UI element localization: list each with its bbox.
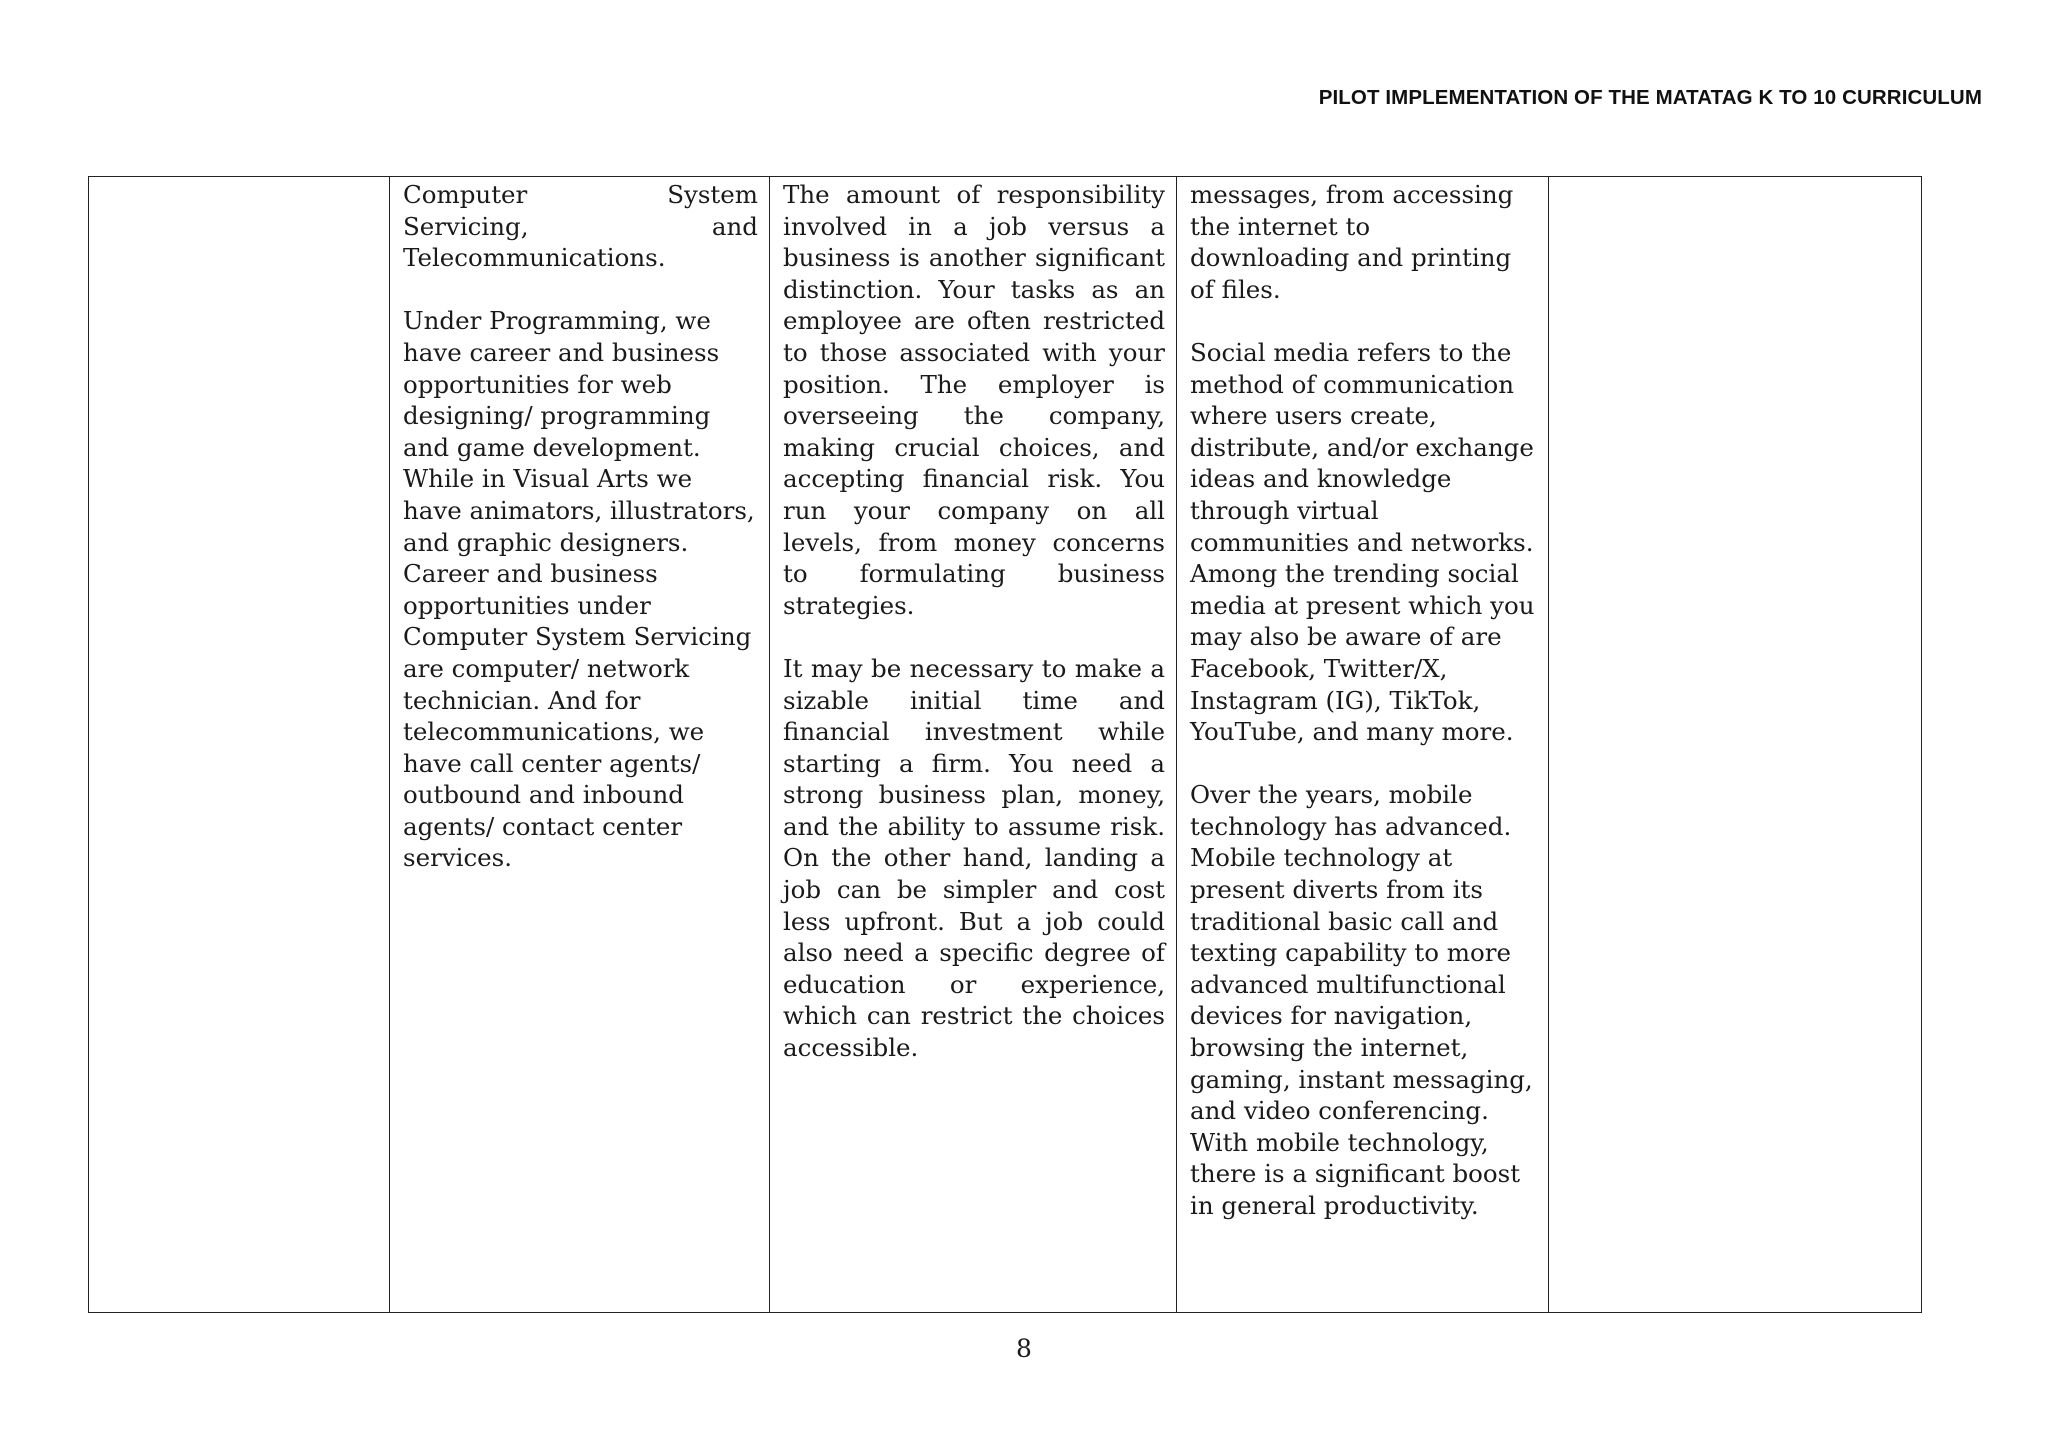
cell-paragraph: Over the years, mobile technology has advanced. Mobile technology at present diverts from its traditional basic call and texting capability to more advanced multifunctional devices for navigation, browsing the internet, gaming, instant messaging, and video conferencing. With mobile technology, there is a significant boost in general productivity. — [1190, 780, 1533, 1220]
table-cell-col5 — [1549, 177, 1922, 1313]
table-cell-col4 — [1177, 177, 1549, 1313]
cell-paragraph: Social media refers to the method of communication where users create, distribute, and/or exchange ideas and knowledge through virtual communities and networks. Among the trending social media at present which you may also be aware of are Facebook, Twitter/X, Instagram (IG), TikTok, YouTube, and many more. — [1190, 337, 1535, 747]
table-row — [89, 177, 1922, 1313]
table-cell-col2 — [390, 177, 770, 1313]
cell-paragraph: It may be necessary to make a sizable initial time and financial investment while starting a firm. You need a strong business plan, money, and the ability to assume risk. On the other hand, landing a job can be simpler and cost less upfront. But a job could also need a specific degree of education or experience, which can restrict the choices accessible. — [783, 653, 1165, 1063]
table-cell-col3 — [770, 177, 1177, 1313]
page-number: 8 — [1016, 1334, 1032, 1363]
cell-paragraph: Computer System Servicing, and Telecommunications. — [403, 180, 758, 273]
cell-paragraph: messages, from accessing the internet to downloading and printing of files. — [1190, 180, 1514, 304]
document-header: PILOT IMPLEMENTATION OF THE MATATAG K TO 10 CURRICULUM — [1318, 86, 1982, 109]
cell-paragraph: Under Programming, we have career and business opportunities for web designing/ programming and game development. While in Visual Arts we have animators, illustrators, and graphic designers. Career and business opportunities under Computer System Servicing are computer/ network technician. And for telecommunications, we have call center agents/ outbound and inbound agents/ contact center services. — [403, 306, 755, 873]
table-cell-col1 — [89, 177, 390, 1313]
cell-paragraph: The amount of responsibility involved in a job versus a business is another significant distinction. Your tasks as an employee are often restricted to those associated with your position. The employer is overseeing the company, making crucial choices, and accepting financial risk. You run your company on all levels, from money concerns to formulating business strategies. — [783, 180, 1165, 620]
curriculum-table — [88, 176, 1922, 1313]
